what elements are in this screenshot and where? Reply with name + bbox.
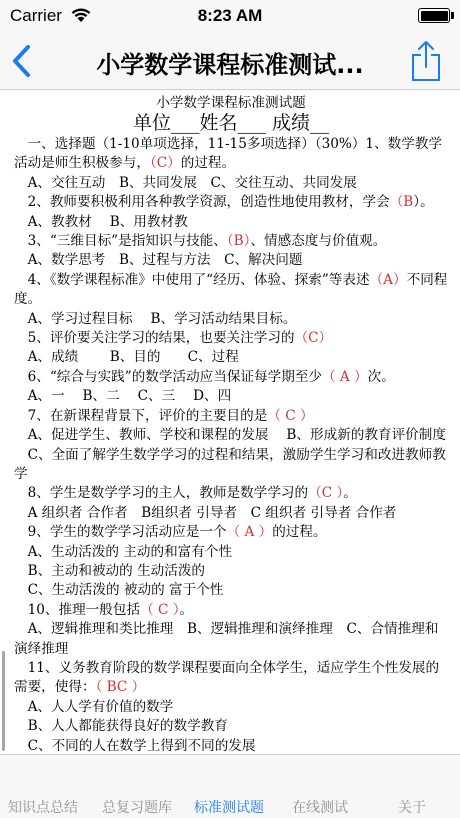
document-line [14,543,448,562]
document-line [14,407,448,426]
document-line [14,620,448,659]
battery-nub [451,12,454,19]
question-text: 2、教师要积极利用各种教学资源，创造性地使用教材，学会 [14,194,390,211]
question-text: A 组织者 合作者 B组织者 引导者 C 组织者 引导者 合作者 [14,504,397,521]
question-text: 6、“综合与实践”的数学活动应当保证每学期至少 [14,368,323,385]
document-line [14,232,448,251]
document-line [14,581,448,600]
document-line [14,698,448,717]
question-text: 10、推理一般包括 [14,601,141,618]
document-line [14,174,448,193]
answer-text: （A） [369,271,407,288]
document-line [14,504,448,523]
document-title: 小学数学课程标准测试题 [156,95,306,111]
question-text-tail: 。 [179,601,194,618]
share-icon[interactable] [410,40,442,82]
question-text: C、全面了解学生数学学习的过程和结果，激励学生学习和改进教师教学 [14,446,446,482]
question-text: A、数学思考 B、过程与方法 C、解决问题 [14,252,303,269]
question-text: A、人人学有价值的数学 [14,698,174,715]
question-text: B、主动和被动的 生动活泼的 [14,562,206,579]
question-text: A、生动活泼的 主动的和富有个性 [14,543,233,560]
document-viewer[interactable] [0,91,460,754]
question-text: 4、《数学课程标准》中使用了“经历、体验、探索”等表述 [14,271,370,288]
question-text: A、交往互动 B、共同发展 C、交往互动、共同发展 [14,174,357,191]
tab-bar [0,754,460,818]
document-line [14,310,448,329]
status-bar [0,0,460,32]
tab-online-test[interactable]: 在线测试 [292,800,348,816]
question-text-tail: ）。 [413,194,434,211]
document-line [14,737,448,754]
question-text: 11、义务教育阶段的数学课程要面向全体学生，适应学生个性发展的需要，使得： [14,659,440,696]
document-line [14,484,448,503]
answer-text: （ A ） [226,524,273,541]
carrier-label: Carrier [10,6,62,25]
question-text-tail: 。 [343,485,357,502]
document-line [14,717,448,736]
question-text: 5、评价要关注学习的结果，也要关注学习的 [14,330,295,347]
document-line [14,426,448,445]
question-text-tail: 的过程。 [180,155,236,172]
document-line [14,135,448,174]
document-line [14,348,448,367]
question-text: C、不同的人在数学上得到不同的发展 [14,737,256,754]
document-line [14,329,448,348]
question-text: 7、在新课程背景下，评价的主要目的是 [14,407,268,424]
question-text: A、学习过程目标 B、学习活动结果目标。 [14,310,297,327]
battery-icon [418,8,450,23]
document-line [14,659,448,698]
question-text-tail: 的过程。 [272,524,327,541]
document-line [14,271,448,310]
document-line [14,387,448,406]
document-line [14,213,448,232]
question-text-tail: 、情感态度与价值观。 [250,233,387,250]
document-line [14,523,448,542]
answer-text: （C） [149,155,181,172]
answer-text: （ C ） [267,407,314,424]
answer-text: （B） [226,233,251,250]
document-line [14,601,448,620]
tab-standard-test[interactable]: 标准测试题 [194,800,264,816]
document-line [14,446,448,485]
document-line [14,193,448,212]
question-text: A、促进学生、教师、学校和课程的发展 B、形成新的教育评价制度 [14,427,446,444]
document-subtitle: 单位___姓名___ 成绩__ [132,112,330,134]
answer-text: （C） [294,330,333,347]
question-text: A、成绩 B、目的 C、过程 [14,349,239,366]
question-text: A、逻辑推理和类比推理 B、逻辑推理和演绎推理 C、合情推理和演绎推理 [14,621,439,657]
chevron-left-icon[interactable] [8,42,38,80]
document-line [14,562,448,581]
question-text: C、生动活泼的 被动的 富于个性 [14,582,224,599]
question-text: A、一 B、二 C、三 D、四 [14,388,232,405]
tab-about[interactable]: 关于 [398,800,426,816]
question-text: 9、学生的数学学习活动应是一个 [14,524,227,541]
question-text: A、教教材 B、用教材教 [14,213,188,230]
navigation-bar [0,32,460,90]
status-time: 8:23 AM [197,6,263,25]
document-body [14,135,448,754]
tab-knowledge-summary[interactable]: 知识点总结 [8,800,78,816]
answer-text: （C ） [308,485,344,502]
question-text: B、人人都能获得良好的数学教育 [14,718,228,735]
answer-text: （ C ） [140,601,180,618]
answer-text: （ A ） [322,368,368,385]
question-text-tail: 次。 [367,368,395,385]
document-line [14,251,448,270]
document-line [14,368,448,387]
answer-text: （ BC ） [95,679,146,696]
question-text: 3、“三维目标”是指知识与技能、 [14,233,227,250]
answer-text: （B [389,194,414,211]
page-title: 小学数学课程标准测试... [96,51,364,79]
question-text: 一、选择题（1-10单项选择，11-15多项选择）（30%）1、数学教学活动是师生积极参与， [14,136,443,172]
scroll-indicator[interactable] [2,651,5,751]
question-text-tail: 不同程度。 [14,271,448,308]
tab-review-question-bank[interactable]: 总复习题库 [102,800,172,816]
question-text: 8、学生是数学学习的主人，教师是数学学习的 [14,485,309,502]
